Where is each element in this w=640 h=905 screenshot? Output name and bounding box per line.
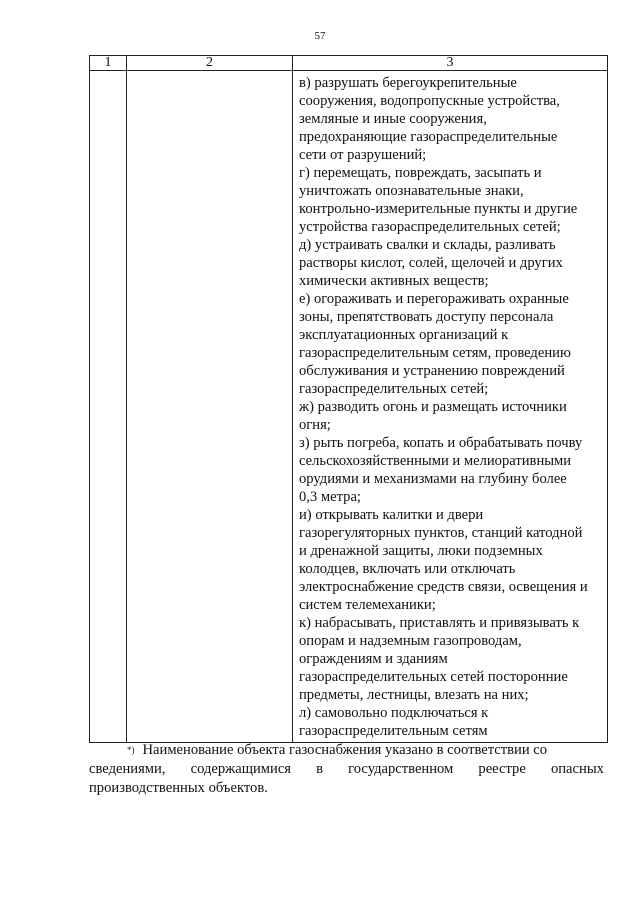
text-line: уничтожать опознавательные знаки, xyxy=(299,183,524,199)
footnote-word: содержащимися xyxy=(190,761,292,777)
text-line: растворы кислот, солей, щелочей и других xyxy=(299,255,563,271)
column-header-2: 2 xyxy=(127,56,293,71)
footnote xyxy=(89,741,604,798)
text-line: газорегуляторных пунктов, станций катодной xyxy=(299,525,583,541)
footnote-word: опасных xyxy=(550,761,604,777)
text-line: систем телемеханики; xyxy=(299,597,436,613)
text-line: и) открывать калитки и двери xyxy=(299,507,484,523)
text-line: сельскохозяйственными и мелиоративными xyxy=(299,453,572,469)
text-line: земляные и иные сооружения, xyxy=(299,111,487,127)
column-header-3: 3 xyxy=(293,56,608,71)
text-line: электроснабжение средств связи, освещения и xyxy=(299,579,588,595)
text-line: сооружения, водопропускные устройства, xyxy=(299,93,560,109)
text-line: устройства газораспределительных сетей; xyxy=(299,219,561,235)
footnote-line-2 xyxy=(89,760,604,779)
text-line: обслуживания и устранению повреждений xyxy=(299,363,565,379)
table-header-row xyxy=(90,56,608,71)
restrictions-text xyxy=(299,74,603,740)
text-line: д) устраивать свалки и склады, разливать xyxy=(299,237,556,253)
footnote-word: сведениями, xyxy=(89,761,166,777)
text-line: з) рыть погреба, копать и обрабатывать почву xyxy=(299,435,583,451)
text-line: зоны, препятствовать доступу персонала xyxy=(299,309,554,325)
text-line: 0,3 метра; xyxy=(299,489,361,505)
text-line: орудиями и механизмами на глубину более xyxy=(299,471,567,487)
footnote-line-3 xyxy=(89,779,604,798)
column-header-1: 1 xyxy=(90,56,127,71)
table-cell-col1 xyxy=(90,71,127,743)
table-row xyxy=(90,71,608,743)
table-cell-col2 xyxy=(127,71,293,743)
restrictions-table xyxy=(89,55,608,743)
text-line: ж) разводить огонь и размещать источники xyxy=(299,399,567,415)
footnote-line-1 xyxy=(89,741,604,760)
text-line: колодцев, включать или отключать xyxy=(299,561,516,577)
text-line: и дренажной защиты, люки подземных xyxy=(299,543,543,559)
footnote-word: в xyxy=(316,761,324,777)
footnote-word: реестре xyxy=(478,761,526,777)
text-line: контрольно-измерительные пункты и другие xyxy=(299,201,578,217)
footnote-text-1: Наименование объекта газоснабжения указано в соответствии со xyxy=(142,742,548,758)
text-line: предметы, лестницы, влезать на них; xyxy=(299,687,529,703)
text-line: в) разрушать берегоукрепительные xyxy=(299,75,517,91)
text-line: е) огораживать и перегораживать охранные xyxy=(299,291,569,307)
text-line: л) самовольно подключаться к xyxy=(299,705,489,721)
text-line: к) набрасывать, приставлять и привязывать к xyxy=(299,615,580,631)
text-line: химически активных веществ; xyxy=(299,273,489,289)
text-line: газораспределительных сетей посторонние xyxy=(299,669,568,685)
text-line: огня; xyxy=(299,417,331,433)
text-line: газораспределительным сетям xyxy=(299,723,488,739)
page-number: 57 xyxy=(314,30,326,42)
footnote-marker: *) xyxy=(127,745,135,755)
text-line: эксплуатационных организаций к xyxy=(299,327,509,343)
footnote-word: государственном xyxy=(348,761,454,777)
footnote-text-3: производственных объектов. xyxy=(89,780,268,796)
text-line: г) перемещать, повреждать, засыпать и xyxy=(299,165,542,181)
text-line: ограждениям и зданиям xyxy=(299,651,448,667)
text-line: предохраняющие газораспределительные xyxy=(299,129,558,145)
text-line: сети от разрушений; xyxy=(299,147,427,163)
text-line: газораспределительным сетям, проведению xyxy=(299,345,571,361)
table-cell-col3 xyxy=(293,71,608,743)
text-line: опорам и надземным газопроводам, xyxy=(299,633,522,649)
text-line: газораспределительных сетей; xyxy=(299,381,489,397)
